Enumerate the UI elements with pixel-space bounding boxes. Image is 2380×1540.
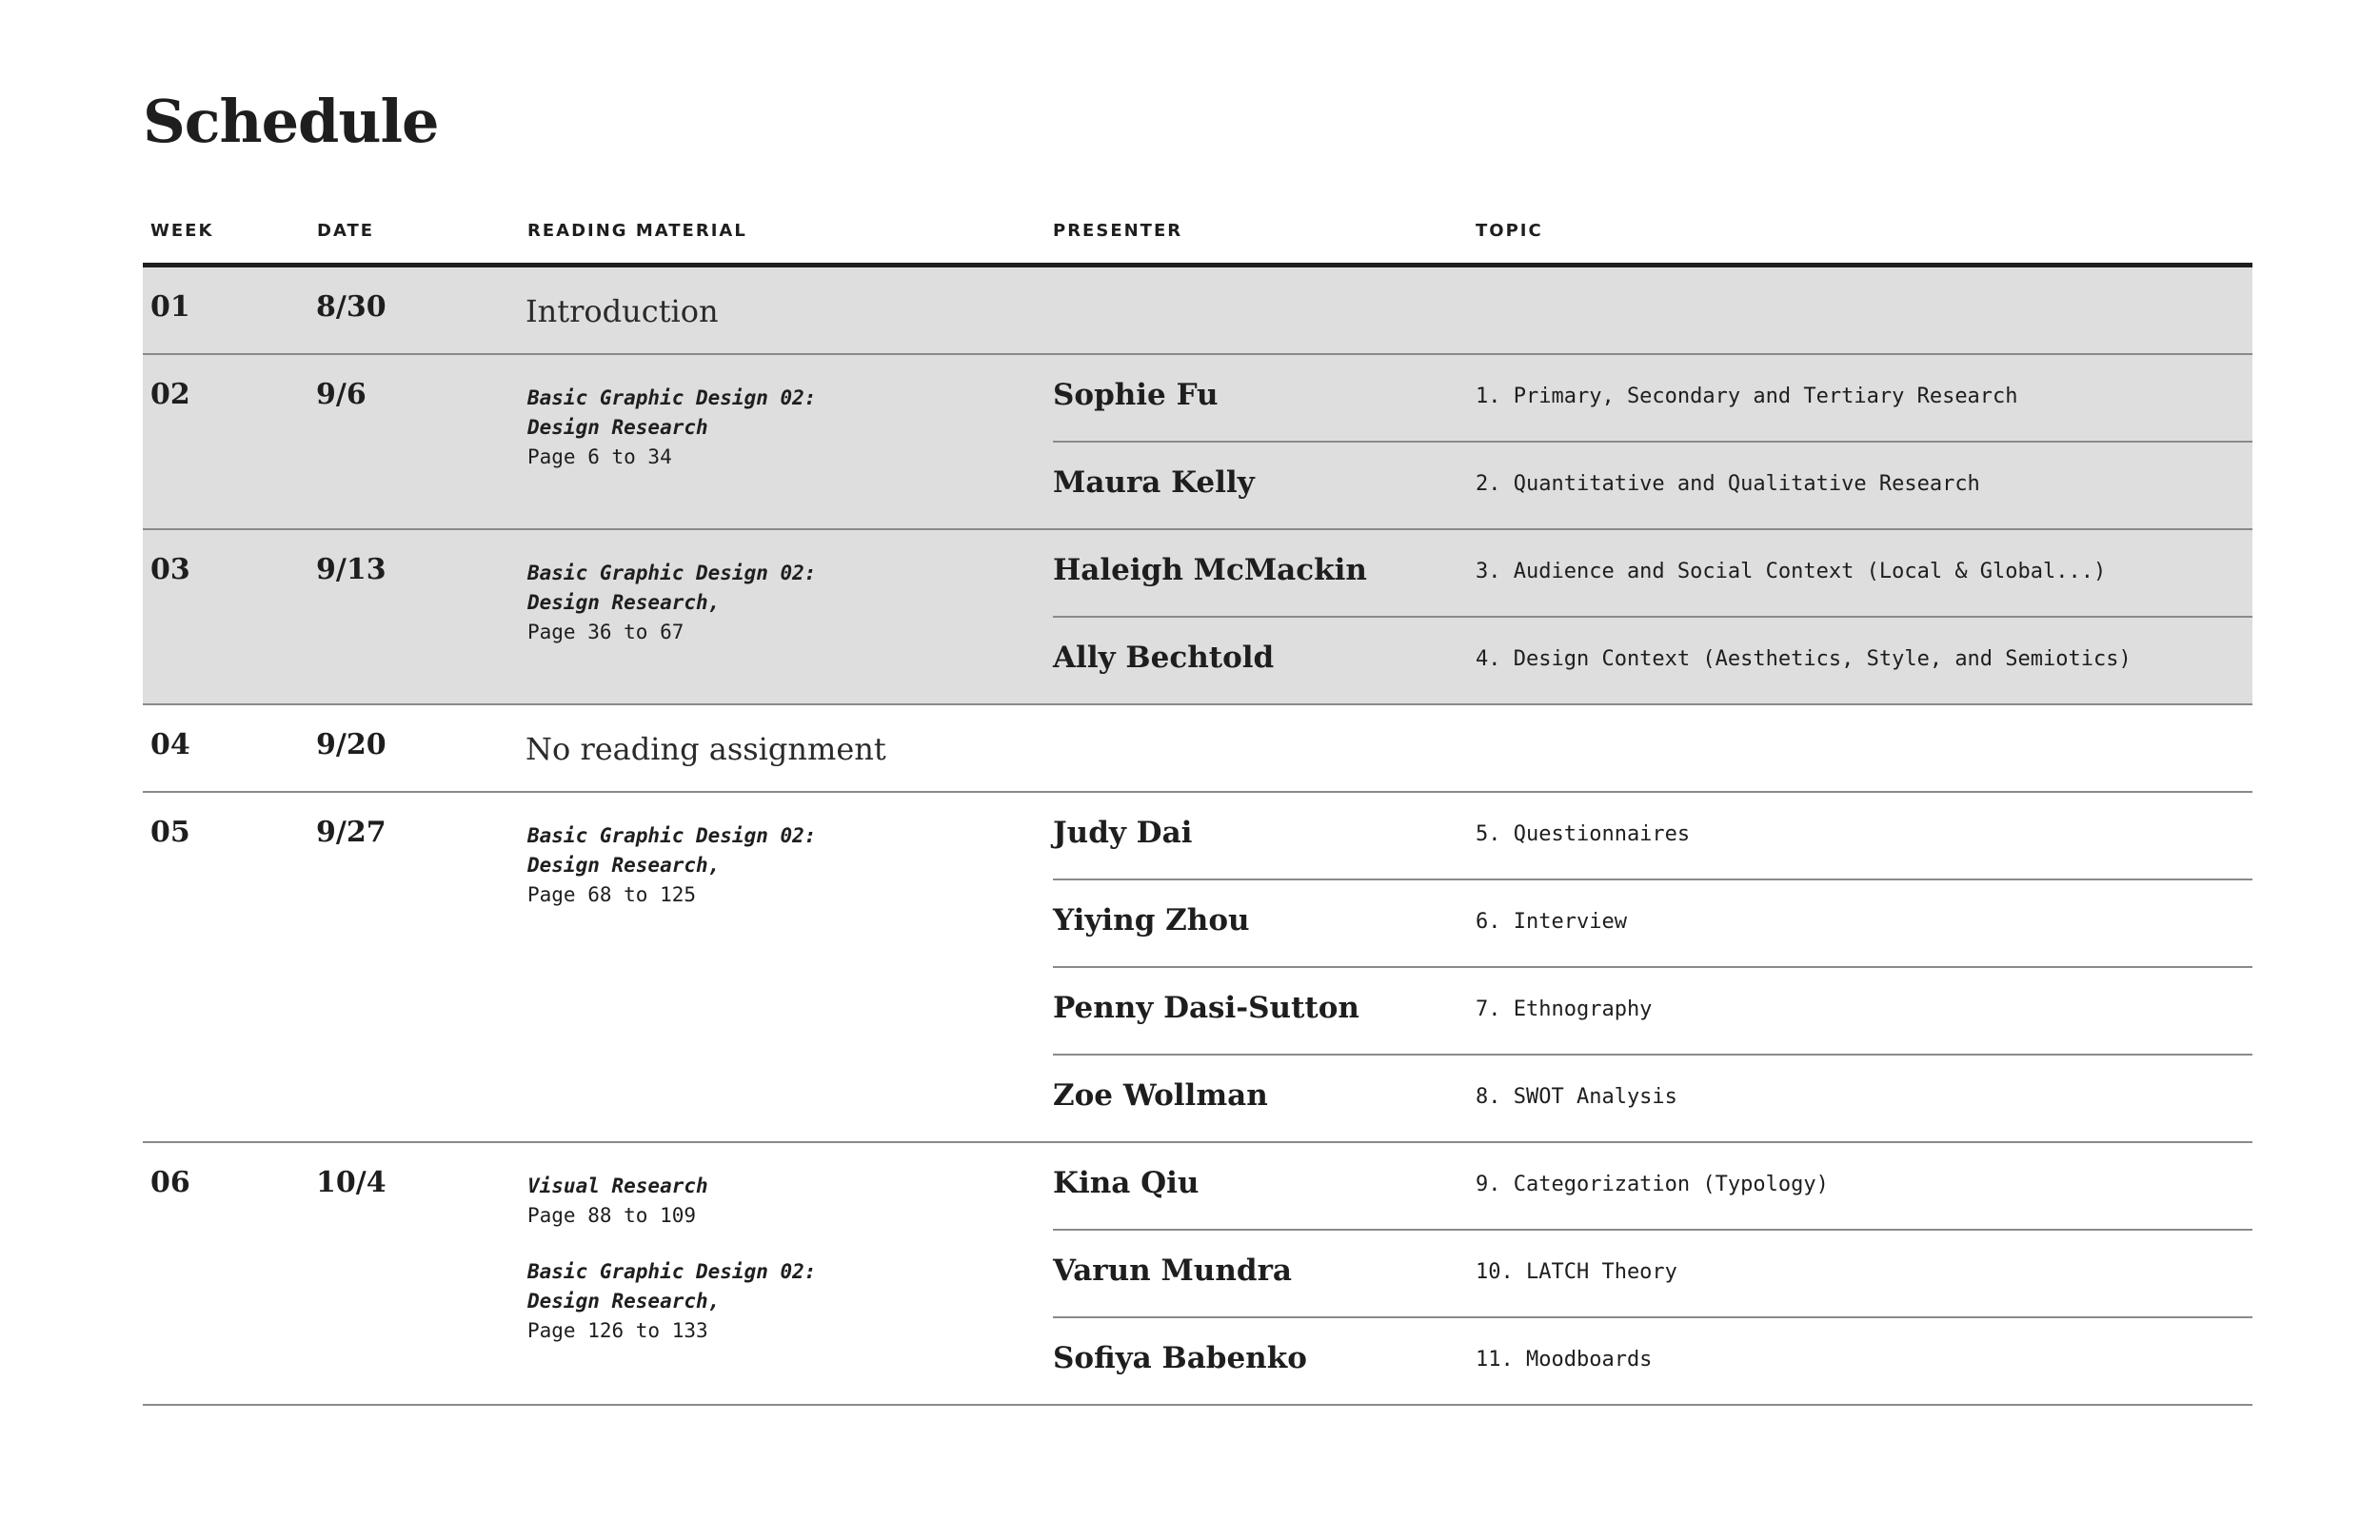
presenter-name: Sophie Fu [1053, 378, 1219, 412]
presentation-topic: 10. LATCH Theory [1476, 1260, 1677, 1284]
page-title: Schedule [143, 87, 439, 156]
presentation-topic: 6. Interview [1476, 910, 1627, 934]
presentation-topic: 3. Audience and Social Context (Local & Global...) [1476, 560, 2107, 583]
reading-material [527, 559, 1022, 674]
header-week: WEEK [150, 221, 214, 241]
presenter-name: Penny Dasi-Sutton [1053, 991, 1359, 1025]
reading-title: Basic Graphic Design 02: Design Research, [527, 824, 817, 877]
header-date: DATE [317, 221, 375, 241]
reading-item [527, 384, 1022, 472]
week-date: 9/6 [316, 378, 367, 411]
presenter-list [1053, 355, 2252, 530]
reading-pages: Page 68 to 125 [527, 883, 697, 906]
presenter-row [1053, 443, 2252, 530]
reading-material [527, 384, 1022, 499]
week-number: 02 [150, 378, 190, 411]
presenter-row [1053, 1056, 2252, 1143]
reading-title: Visual Research [527, 1175, 708, 1197]
presenter-row [1053, 355, 2252, 443]
week-date: 8/30 [316, 290, 387, 324]
week-number: 05 [150, 816, 190, 849]
presentation-topic: 9. Categorization (Typology) [1476, 1173, 1829, 1196]
reading-title: Basic Graphic Design 02: Design Research, [527, 562, 817, 614]
reading-pages: Page 88 to 109 [527, 1204, 697, 1227]
presenter-name: Varun Mundra [1053, 1254, 1292, 1288]
reading-item [527, 821, 1022, 910]
presenter-row [1053, 1231, 2252, 1318]
table-row [143, 793, 2252, 1143]
reading-item [527, 1172, 1022, 1231]
presenter-row [1053, 530, 2252, 618]
reading-pages: Page 6 to 34 [527, 445, 672, 468]
reading-title: Basic Graphic Design 02: Design Research, [527, 1260, 817, 1313]
presenter-row [1053, 880, 2252, 968]
presenter-list [1053, 530, 2252, 705]
presentation-topic: 5. Questionnaires [1476, 822, 1691, 846]
presenter-name: Haleigh McMackin [1053, 553, 1367, 587]
presenter-name: Kina Qiu [1053, 1166, 1200, 1200]
reading-pages: Page 36 to 67 [527, 621, 684, 643]
presenter-row [1053, 1318, 2252, 1406]
reading-item [527, 1257, 1022, 1346]
week-number: 06 [150, 1166, 190, 1199]
presenter-row [1053, 793, 2252, 880]
presenter-name: Maura Kelly [1053, 465, 1255, 500]
presenter-name: Yiying Zhou [1053, 903, 1250, 938]
week-number: 03 [150, 553, 190, 586]
week-date: 10/4 [316, 1166, 387, 1199]
presentation-topic: 1. Primary, Secondary and Tertiary Research [1476, 385, 2018, 408]
table-row [143, 267, 2252, 355]
reading-material [527, 821, 1022, 937]
reading-item [527, 559, 1022, 647]
table-header [143, 217, 2252, 267]
presenter-list [1053, 1143, 2252, 1406]
reading-pages: Page 126 to 133 [527, 1319, 708, 1342]
schedule-table-body [143, 267, 2252, 1406]
reading-material [527, 1172, 1022, 1372]
presenter-list [1053, 793, 2252, 1143]
week-date: 9/13 [316, 553, 387, 586]
week-number: 01 [150, 290, 190, 324]
table-row [143, 1143, 2252, 1406]
row-note: No reading assignment [526, 731, 886, 767]
week-date: 9/20 [316, 728, 387, 761]
presentation-topic: 2. Quantitative and Qualitative Research [1476, 472, 1980, 496]
week-date: 9/27 [316, 816, 387, 849]
presenter-row [1053, 968, 2252, 1056]
presenter-name: Zoe Wollman [1053, 1078, 1268, 1113]
presenter-name: Sofiya Babenko [1053, 1341, 1307, 1375]
presenter-name: Judy Dai [1053, 816, 1193, 850]
header-topic: TOPIC [1476, 221, 1543, 241]
presenter-row [1053, 618, 2252, 705]
table-row [143, 530, 2252, 705]
header-reading: READING MATERIAL [527, 221, 747, 241]
row-note: Introduction [526, 293, 719, 329]
presentation-topic: 4. Design Context (Aesthetics, Style, and Semiotics) [1476, 647, 2132, 671]
header-presenter: PRESENTER [1053, 221, 1183, 241]
presenter-name: Ally Bechtold [1053, 641, 1275, 675]
week-number: 04 [150, 728, 190, 761]
reading-title: Basic Graphic Design 02: Design Research [527, 386, 817, 439]
presentation-topic: 8. SWOT Analysis [1476, 1085, 1677, 1109]
table-row [143, 705, 2252, 793]
presentation-topic: 7. Ethnography [1476, 997, 1653, 1021]
presenter-row [1053, 1143, 2252, 1231]
presentation-topic: 11. Moodboards [1476, 1348, 1653, 1372]
table-row [143, 355, 2252, 530]
